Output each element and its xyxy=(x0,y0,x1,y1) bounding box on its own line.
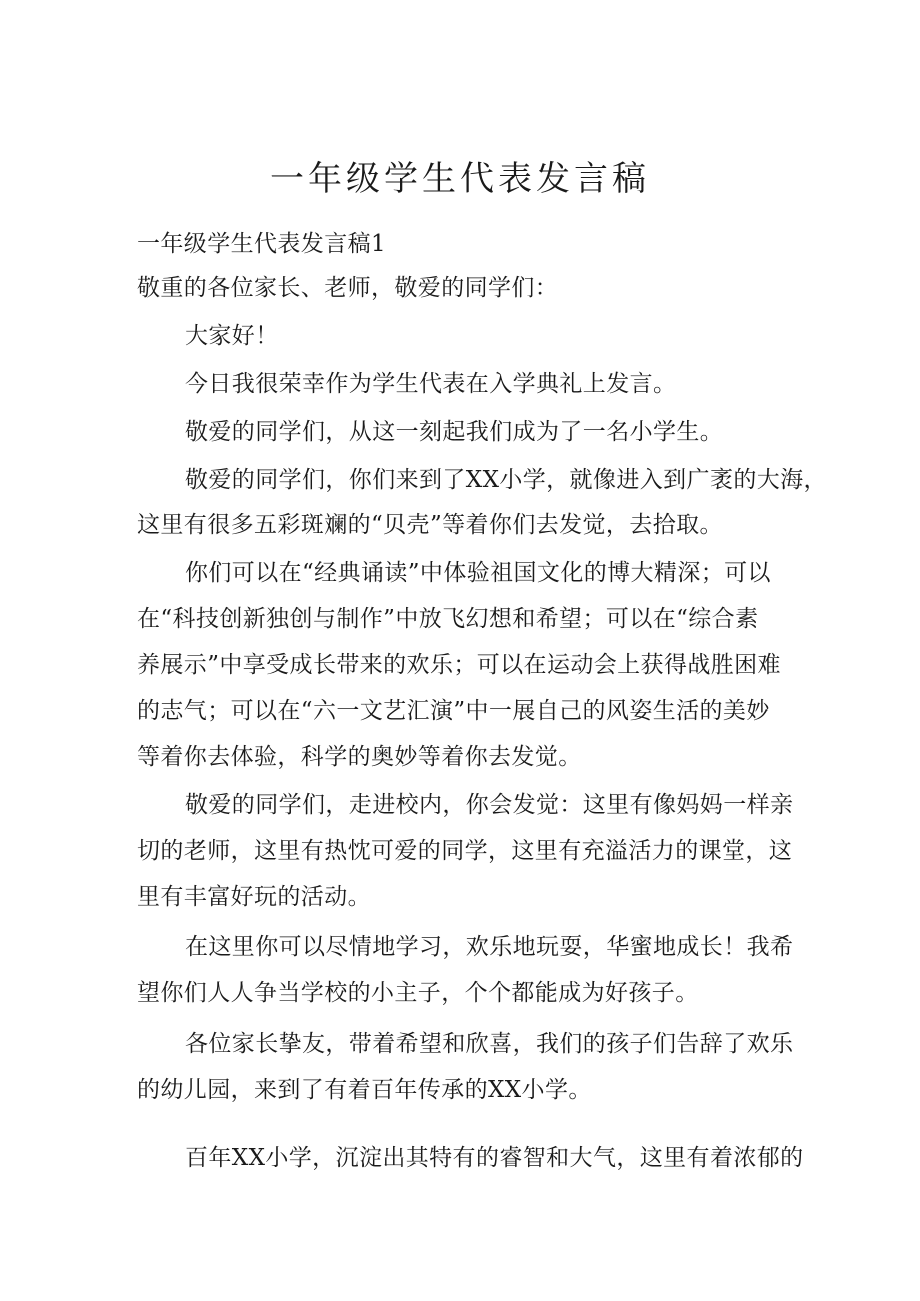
body-line: 各位家长挚友，带着希望和欣喜，我们的孩子们告辞了欢乐 xyxy=(185,1031,794,1057)
body-line: 在“科技创新独创与制作”中放飞幻想和希望；可以在“综合素 xyxy=(137,606,759,632)
body-line: 望你们人人争当学校的小主子，个个都能成为好孩子。 xyxy=(137,980,699,1006)
body-line: 这里有很多五彩斑斓的“贝壳”等着你们去发觉，去拾取。 xyxy=(137,512,723,538)
body-line: 敬爱的同学们，从这一刻起我们成为了一名小学生。 xyxy=(185,419,724,445)
body-line: 敬爱的同学们，走进校内，你会发觉：这里有像妈妈一样亲 xyxy=(185,792,794,818)
salutation: 敬重的各位家长、老师，敬爱的同学们： xyxy=(137,275,559,301)
body-line: 里有丰富好玩的活动。 xyxy=(137,884,371,910)
body-line: 等着你去体验，科学的奥妙等着你去发觉。 xyxy=(137,744,582,770)
body-line: 大家好！ xyxy=(185,323,279,349)
body-line: 的幼儿园，来到了有着百年传承的XX小学。 xyxy=(137,1077,592,1103)
body-line: 的志气；可以在“六一文艺汇演”中一展自己的风姿生活的美妙 xyxy=(137,698,770,724)
page-title: 一年级学生代表发言稿 xyxy=(270,158,650,199)
body-line: 百年XX小学，沉淀出其特有的睿智和大气，这里有着浓郁的 xyxy=(185,1145,804,1171)
body-line: 切的老师，这里有热忱可爱的同学，这里有充溢活力的课堂，这 xyxy=(137,838,793,864)
body-line: 养展示”中享受成长带来的欢乐；可以在运动会上获得战胜困难 xyxy=(137,652,781,678)
body-line: 今日我很荣幸作为学生代表在入学典礼上发言。 xyxy=(185,371,677,397)
body-line: 在这里你可以尽情地学习，欢乐地玩耍，华蜜地成长！我希 xyxy=(185,934,794,960)
body-line: 你们可以在“经典诵读”中体验祖国文化的博大精深；可以 xyxy=(185,560,771,586)
body-line: 敬爱的同学们，你们来到了XX小学，就像进入到广袤的大海， xyxy=(185,467,827,493)
section-heading: 一年级学生代表发言稿1 xyxy=(137,231,387,257)
